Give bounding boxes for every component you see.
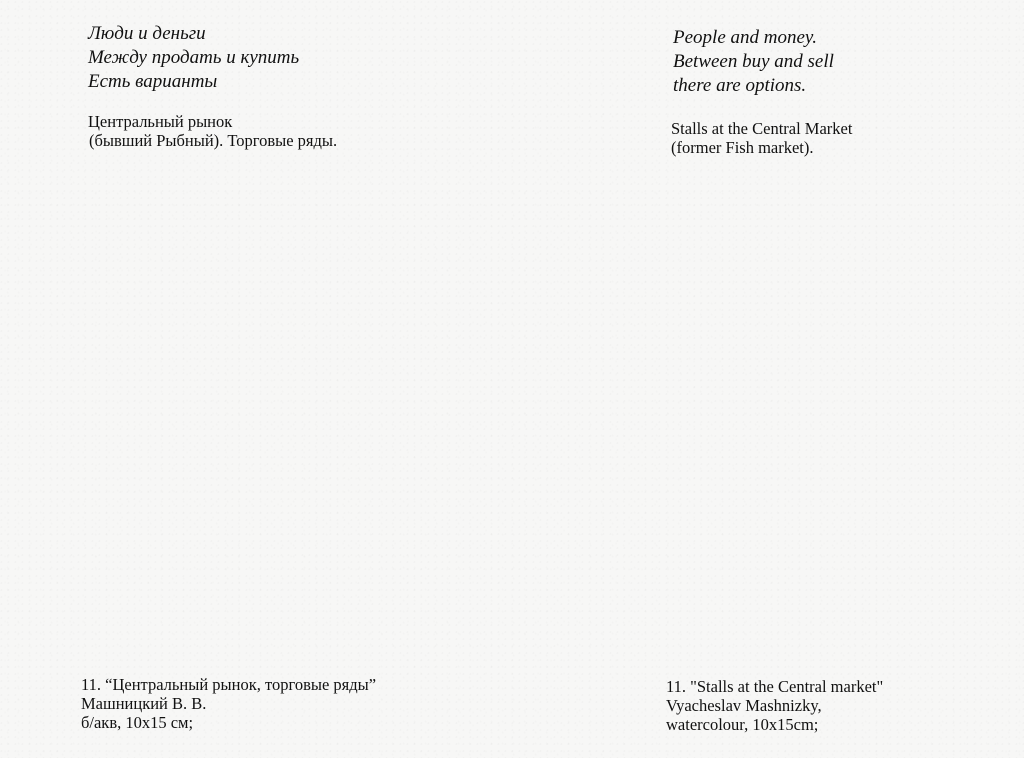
- russian-caption-medium-size: б/акв, 10x15 см;: [81, 713, 194, 732]
- russian-artwork-caption: [81, 675, 376, 732]
- russian-description-line-2: (бывший Рыбный). Торговые ряды.: [89, 131, 338, 150]
- russian-poem-line-3: Есть варианты: [88, 71, 218, 92]
- russian-description: [88, 112, 337, 150]
- russian-poem: [88, 22, 299, 94]
- english-description-line-1: Stalls at the Central Market: [671, 119, 853, 138]
- english-poem-line-1: People and money.: [673, 27, 818, 48]
- russian-caption-artist: Машницкий В. В.: [81, 694, 207, 713]
- russian-poem-line-1: Люди и деньги: [88, 23, 206, 44]
- english-description: [671, 119, 852, 157]
- russian-poem-line-2: Между продать и купить: [88, 47, 300, 68]
- english-caption-medium-size: watercolour, 10x15cm;: [666, 715, 819, 734]
- english-artwork-caption: [666, 677, 883, 734]
- english-poem-line-3: there are options.: [673, 75, 807, 96]
- english-poem: [673, 26, 834, 98]
- english-description-line-2: (former Fish market).: [671, 138, 814, 157]
- russian-caption-title: 11. “Центральный рынок, торговые ряды”: [81, 675, 377, 694]
- english-caption-artist: Vyacheslav Mashnizky,: [666, 696, 822, 715]
- english-caption-title: 11. "Stalls at the Central market": [666, 677, 884, 696]
- russian-description-line-1: Центральный рынок: [88, 112, 233, 131]
- english-poem-line-2: Between buy and sell: [673, 51, 834, 72]
